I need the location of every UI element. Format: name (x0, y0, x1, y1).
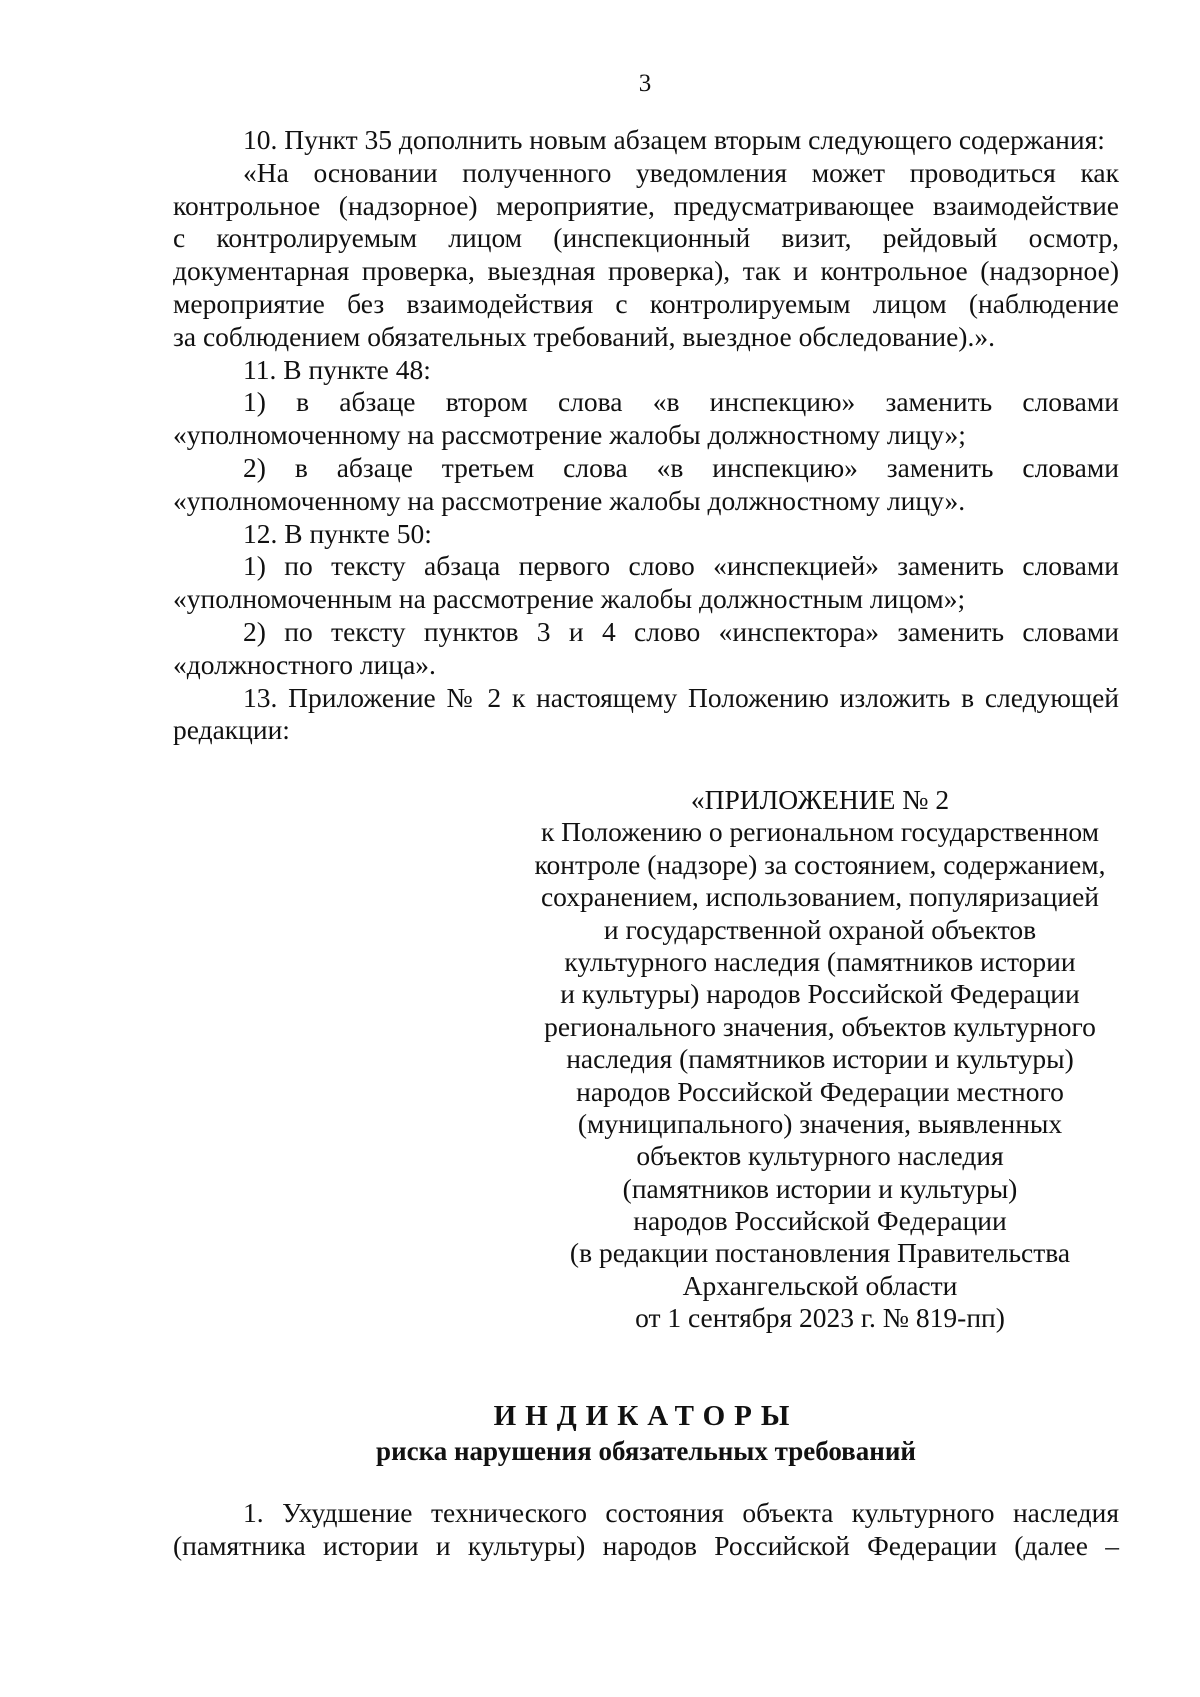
appendix-line: регионального значения, объектов культурного (544, 1010, 1096, 1042)
text-line: (памятника истории и культуры) народов Российской Федерации (далее – (173, 1530, 1119, 1561)
appendix-line: сохранением, использованием, популяризацией (540, 881, 1100, 913)
text-line: 10. Пункт 35 дополнить новым абзацем вторым следующего содержания: (243, 124, 1105, 155)
appendix-line: культурного наследия (памятников истории (564, 945, 1076, 977)
appendix-line: и государственной охраной объектов (603, 913, 1037, 945)
text-line: с контролируемым лицом (инспекционный визит, рейдовый осмотр, (173, 222, 1119, 254)
appendix-line: наследия (памятников истории и культуры) (566, 1043, 1074, 1075)
text-line: 12. В пункте 50: (243, 517, 432, 549)
text-line: 2) в абзаце третьем слова «в инспекцию» заменить словами (243, 451, 1119, 483)
text-line: «должностного лица». (173, 648, 436, 680)
text-line: «уполномоченному на рассмотрение жалобы должностному лицу». (173, 484, 966, 516)
appendix-line: и культуры) народов Российской Федерации (560, 978, 1080, 1010)
appendix-line: объектов культурного наследия (636, 1140, 1004, 1172)
appendix-line: «ПРИЛОЖЕНИЕ № 2 (690, 784, 950, 815)
page-number: 3 (638, 70, 652, 97)
text-line: редакции: (173, 714, 290, 746)
text-line: 11. В пункте 48: (243, 353, 431, 385)
text-line: контрольное (надзорное) мероприятие, предусматривающее взаимодействие (173, 189, 1119, 221)
text-line: 1) по тексту абзаца первого слово «инспекцией» заменить словами (243, 550, 1119, 582)
text-line: за соблюдением обязательных требований, выездное обследование).». (173, 320, 995, 352)
appendix-line: народов Российской Федерации (633, 1205, 1007, 1237)
text-line: «На основании полученного уведомления может проводиться как (243, 156, 1119, 188)
appendix-line: (памятников истории и культуры) (622, 1172, 1018, 1204)
text-line: «уполномоченному на рассмотрение жалобы должностному лицу»; (173, 419, 966, 451)
indicators-text (173, 1496, 1119, 1562)
appendix-line: народов Российской Федерации местного (576, 1075, 1064, 1107)
text-line: документарная проверка, выездная проверка), так и контрольное (надзорное) (173, 255, 1119, 287)
appendix-line: (муниципального) значения, выявленных (577, 1107, 1063, 1139)
indicators-heading (173, 1399, 1119, 1469)
text-line: 13. Приложение № 2 к настоящему Положению изложить в следующей (243, 681, 1119, 713)
text-line: 1) в абзаце втором слова «в инспекцию» заменить словами (243, 386, 1119, 418)
appendix-line: к Положению о региональном государственном (540, 816, 1100, 848)
appendix-line: Архангельской области (682, 1269, 958, 1301)
text-line: мероприятие без взаимодействия с контролируемым лицом (наблюдение (173, 287, 1119, 319)
appendix-line: от 1 сентября 2023 г. № 819-пп) (635, 1302, 1005, 1334)
appendix-header (520, 784, 1120, 1335)
appendix-line: (в редакции постановления Правительства (569, 1237, 1071, 1269)
appendix-line: контроле (надзоре) за состоянием, содержанием, (534, 848, 1106, 880)
amendment-text (173, 124, 1119, 747)
heading-subtitle: риска нарушения обязательных требований (376, 1436, 916, 1466)
text-line: 1. Ухудшение технического состояния объекта культурного наследия (243, 1497, 1119, 1528)
text-line: 2) по тексту пунктов 3 и 4 слово «инспектора» заменить словами (243, 615, 1119, 647)
heading-title: ИНДИКАТОРЫ (493, 1400, 799, 1432)
text-line: «уполномоченным на рассмотрение жалобы должностным лицом»; (173, 583, 966, 615)
